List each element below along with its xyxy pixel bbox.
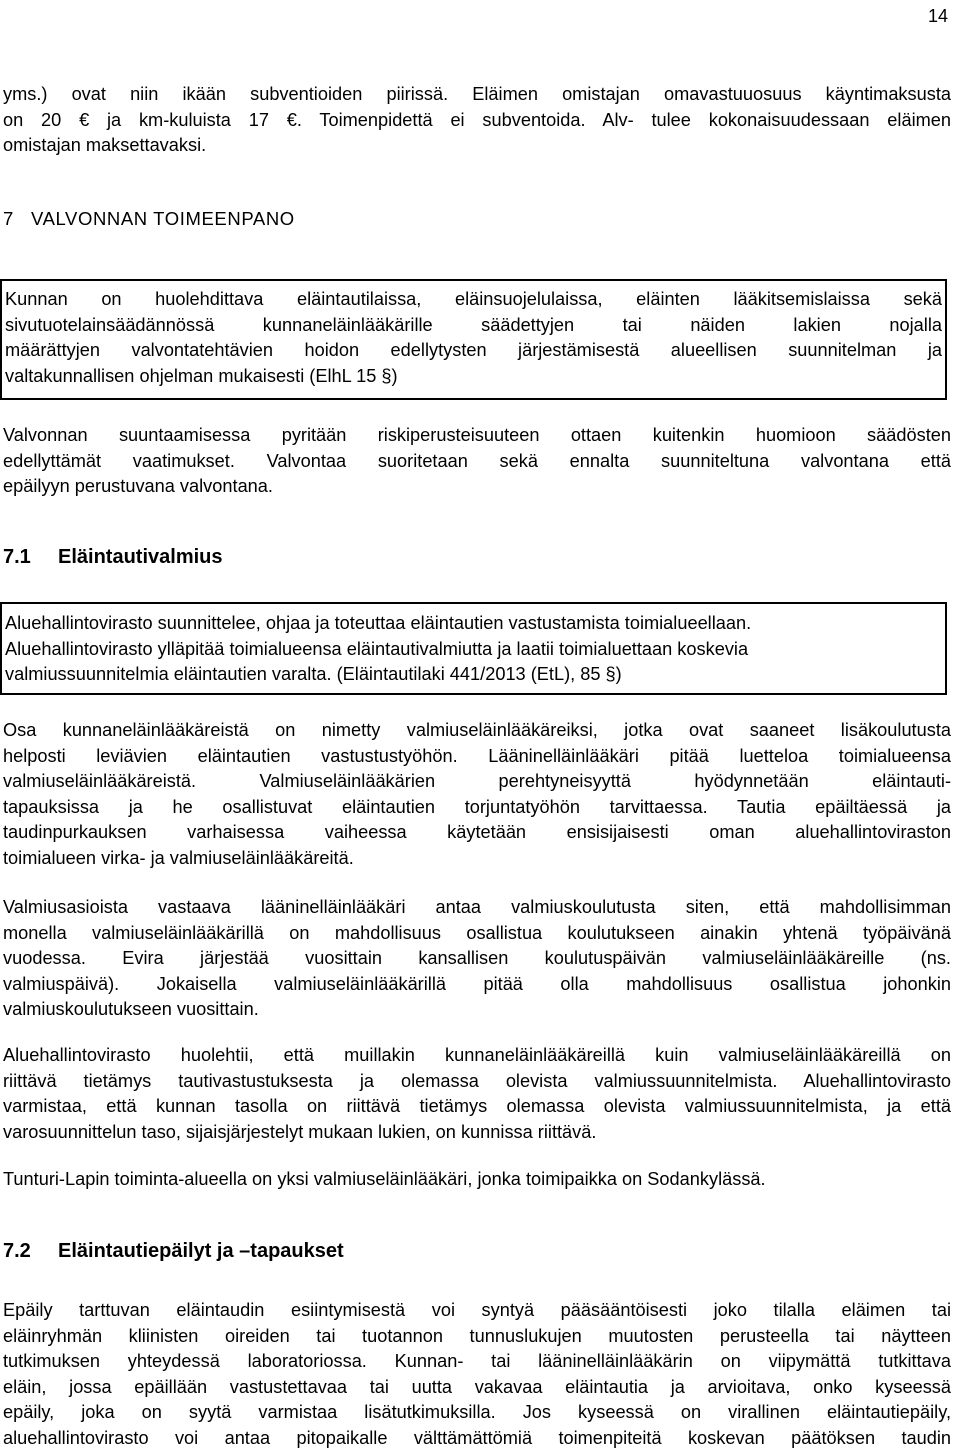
text-line: valtakunnallisen ohjelman mukaisesti (ElhL 15 §) xyxy=(5,365,398,386)
text-line: toimialueen virka- ja valmiuseläinlääkäreitä. xyxy=(3,847,354,868)
section-number: 7 xyxy=(3,208,14,229)
text-line: monella valmiuseläinlääkärillä on mahdollisuus osallistua koulutukseen ainakin yhtenä työpäivänä xyxy=(3,922,951,943)
text-line: yms.) ovat niin ikään subventioiden piirissä. Eläimen omistajan omavastuuosuus käyntimaksusta xyxy=(3,84,951,104)
intro-paragraph xyxy=(3,82,951,159)
text-line: tutkimuksen yhteydessä laboratoriossa. Kunnan- tai lääninelläinlääkärin on viipymättä tutkittava xyxy=(3,1351,951,1371)
text-line: Kunnan on huolehdittava eläintautilaissa, eläinsuojelulaissa, eläinten lääkitsemislaissa sekä xyxy=(5,289,942,309)
text-line: Valmiusasioista vastaava lääninelläinlääkäri antaa valmiuskoulutusta siten, että mahdollisimman xyxy=(3,897,951,917)
box-paragraph xyxy=(2,611,945,688)
text-line: epäily, joka on syytä varmistaa lisätutkimuksilla. Jos kyseessä on virallinen eläintautiepäily, xyxy=(3,1402,951,1422)
text-line: määrättyjen valvontatehtävien hoidon edellytysten järjestämisestä alueellisen suunnitelman ja xyxy=(5,340,942,360)
text-line: edellyttämät vaatimukset. Valvontaa suoritetaan sekä ennalta suunniteltuna valvontana että xyxy=(3,450,951,471)
page-number: 14 xyxy=(927,6,948,26)
text-line: Aluehallintovirasto huolehtii, että muillakin kunnaneläinlääkäreillä kuin valmiuseläinlääkäreillä on xyxy=(3,1045,951,1065)
box-paragraph xyxy=(2,287,945,389)
text-line: Tunturi-Lapin toiminta-alueella on yksi valmiuseläinlääkäri, jonka toimipaikka on Sodankylässä. xyxy=(3,1169,766,1189)
text-line: varmistaa, että kunnan tasolla on riittävä tietämys olemassa olevista valmiussuunnitelmista, ja että xyxy=(3,1096,951,1116)
section-title: Eläintautivalmius xyxy=(58,546,223,568)
section-7-1-paragraph-2 xyxy=(3,895,951,1023)
section-number: 7.2 xyxy=(3,1240,31,1262)
text-line: on 20 € ja km-kuluista 17 €. Toimenpidettä ei subventoida. Alv- tulee kokonaisuudessaan eläimen xyxy=(3,109,951,130)
text-line: riittävä tietämys tautivastustuksesta ja olemassa olevista valmiussuunnitelmista. Aluehallintovirasto xyxy=(3,1070,951,1091)
text-line: sivutuotelainsäädännössä kunnaneläinlääkärille säädettyjen tai näiden lakien nojalla xyxy=(5,314,942,335)
text-line: Valvonnan suuntaamisessa pyritään riskiperusteisuuteen ottaen kuitenkin huomioon säädösten xyxy=(3,425,951,445)
section-7-1-paragraph-1 xyxy=(3,718,951,871)
text-line: tapauksissa ja he osallistuvat eläintautien torjuntatyöhön tarvittaessa. Tautia epäiltäessä ja xyxy=(3,796,951,817)
text-line: Aluehallintovirasto ylläpitää toimialueensa eläintautivalmiutta ja laatii toimialuettaan koskevia xyxy=(5,638,749,659)
section-7-2-heading xyxy=(3,1240,344,1263)
legal-reference-box xyxy=(0,602,947,695)
text-line: helposti leviävien eläintautien vastustustyöhön. Lääninelläinlääkäri pitää luetteloa toimialueensa xyxy=(3,745,951,766)
section-7-2-paragraph-1 xyxy=(3,1298,951,1451)
section-7-1-paragraph-3 xyxy=(3,1043,951,1145)
section-title: VALVONNAN TOIMEENPANO xyxy=(31,208,295,229)
text-line: valmiuseläinlääkäreistä. Valmiuseläinlääkärien perehtyneisyyttä hyödynnetään eläintauti- xyxy=(3,771,951,791)
text-line: eläin, jossa epäillään vastustettavaa tai uutta vakavaa eläintautia ja arvioitava, onko kyseessä xyxy=(3,1376,951,1397)
text-line: eläinryhmän kliinisten oireiden tai tuotannon tunnuslukujen muutosten perusteella tai näytteen xyxy=(3,1325,951,1346)
section-7-1-heading xyxy=(3,546,223,569)
text-line: valmiuskoulutukseen vuosittain. xyxy=(3,999,259,1019)
section-7-heading xyxy=(3,208,295,230)
text-line: Epäily tarttuvan eläintaudin esiintymisestä voi syntyä pääsääntöisesti joko tilalla eläimen tai xyxy=(3,1300,951,1320)
text-line: valmiussuunnitelmia eläintautien varalta. (Eläintautilaki 441/2013 (EtL), 85 §) xyxy=(5,664,622,684)
text-line: epäilyyn perustuvana valvontana. xyxy=(3,476,273,496)
text-line: varosuunnittelun taso, sijaisjärjestelyt mukaan lukien, on kunnissa riittävä. xyxy=(3,1121,597,1142)
text-line: valmiuspäivä). Jokaisella valmiuseläinlääkärillä pitää olla mahdollisuus osallistua johonkin xyxy=(3,973,951,994)
text-line: taudinpurkauksen varhaisessa vaiheessa käytetään ensisijaisesti oman aluehallintoviraston xyxy=(3,822,951,842)
section-7-paragraph xyxy=(3,423,951,500)
text-line: aluehallintovirasto voi antaa pitopaikalle välttämättömiä toimenpiteitä koskevan päätöksen taudin xyxy=(3,1427,951,1448)
text-line: Osa kunnaneläinlääkäreistä on nimetty valmiuseläinlääkäreiksi, jotka ovat saaneet lisäkoulutusta xyxy=(3,720,951,740)
section-number: 7.1 xyxy=(3,546,31,568)
text-line: Aluehallintovirasto suunnittelee, ohjaa ja toteuttaa eläintautien vastustamista toimialueellaan. xyxy=(5,613,752,633)
section-title: Eläintautiepäilyt ja –tapaukset xyxy=(58,1240,344,1262)
legal-reference-box xyxy=(0,279,947,400)
text-line: vuodessa. Evira järjestää vuosittain kansallisen koulutuspäivän valmiuseläinlääkäreille (ns. xyxy=(3,948,951,968)
text-line: omistajan maksettavaksi. xyxy=(3,135,207,155)
section-7-1-paragraph-4 xyxy=(3,1167,951,1193)
